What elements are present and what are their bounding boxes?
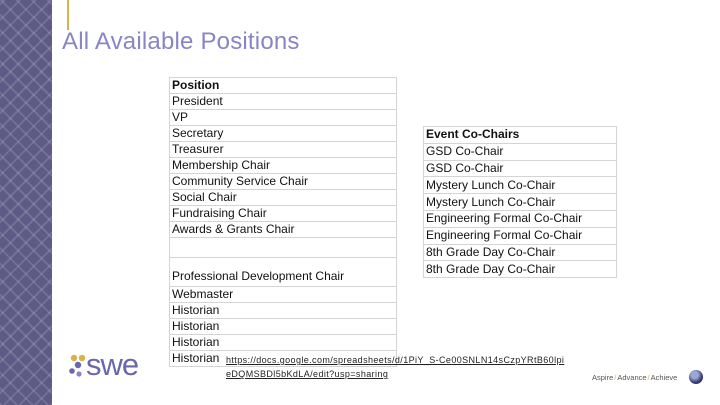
table-row <box>170 126 397 142</box>
table-row <box>424 143 617 160</box>
tagline-separator: / <box>647 373 650 382</box>
column-header: Position <box>170 78 397 94</box>
decorative-side-strip <box>0 0 52 405</box>
column-header: Event Co-Chairs <box>424 127 617 144</box>
table-row <box>170 206 397 222</box>
table-cell: Awards & Grants Chair <box>170 222 397 238</box>
tagline-separator: / <box>614 373 617 382</box>
table-cell: Membership Chair <box>170 158 397 174</box>
table-cell: Fundraising Chair <box>170 206 397 222</box>
tagline-aspire: Aspire <box>592 373 614 382</box>
table-row <box>424 177 617 194</box>
table-row <box>170 258 397 287</box>
table-cell: Mystery Lunch Co-Chair <box>424 194 617 211</box>
table-row <box>170 222 397 238</box>
table-cell: Historian <box>170 319 397 335</box>
table-row <box>424 227 617 244</box>
tagline-achieve: Achieve <box>650 373 678 382</box>
table-row <box>170 319 397 335</box>
page-title: All Available Positions <box>62 28 300 55</box>
table-row <box>424 244 617 261</box>
table-row <box>424 194 617 211</box>
table-row <box>170 335 397 351</box>
table-header-row <box>424 127 617 144</box>
table-row <box>170 287 397 303</box>
table-cell: Treasurer <box>170 142 397 158</box>
table-cell: Social Chair <box>170 190 397 206</box>
table-cell: Historian <box>170 351 397 367</box>
table-cell: GSD Co-Chair <box>424 160 617 177</box>
table-header-row <box>170 78 397 94</box>
table-row <box>170 110 397 126</box>
table-cell: 8th Grade Day Co-Chair <box>424 261 617 278</box>
table-cell: Professional Development Chair <box>170 258 397 287</box>
table-row <box>170 238 397 258</box>
accent-line <box>67 0 69 30</box>
table-cell: Engineering Formal Co-Chair <box>424 210 617 227</box>
table-cell <box>170 238 397 258</box>
logo-wordmark: swe <box>86 347 139 382</box>
table-row <box>170 158 397 174</box>
table-cell: Historian <box>170 303 397 319</box>
table-row <box>170 190 397 206</box>
positions-table <box>169 77 397 367</box>
table-cell: Mystery Lunch Co-Chair <box>424 177 617 194</box>
table-row <box>424 210 617 227</box>
swe-logo <box>68 347 148 386</box>
tagline <box>592 373 677 382</box>
table-cell: President <box>170 94 397 110</box>
table-cell: GSD Co-Chair <box>424 143 617 160</box>
swe-flower-icon <box>68 352 88 384</box>
table-row <box>170 142 397 158</box>
table-cell: VP <box>170 110 397 126</box>
table-row <box>424 160 617 177</box>
table-cell: Historian <box>170 335 397 351</box>
table-row <box>424 261 617 278</box>
table-row <box>170 174 397 190</box>
table-row <box>170 303 397 319</box>
spreadsheet-link[interactable]: https://docs.google.com/spreadsheets/d/1PiY_S-Ce00SNLN14sCzpYRtB60lpieDQMSBDl5bKdLA/edit?usp=sharing <box>226 355 565 379</box>
event-cochairs-table <box>423 126 617 278</box>
table-cell: Webmaster <box>170 287 397 303</box>
globe-badge-icon <box>689 370 703 384</box>
table-cell: Engineering Formal Co-Chair <box>424 227 617 244</box>
table-cell: Community Service Chair <box>170 174 397 190</box>
table-row <box>170 94 397 110</box>
tagline-advance: Advance <box>617 373 647 382</box>
table-cell: Secretary <box>170 126 397 142</box>
table-cell: 8th Grade Day Co-Chair <box>424 244 617 261</box>
